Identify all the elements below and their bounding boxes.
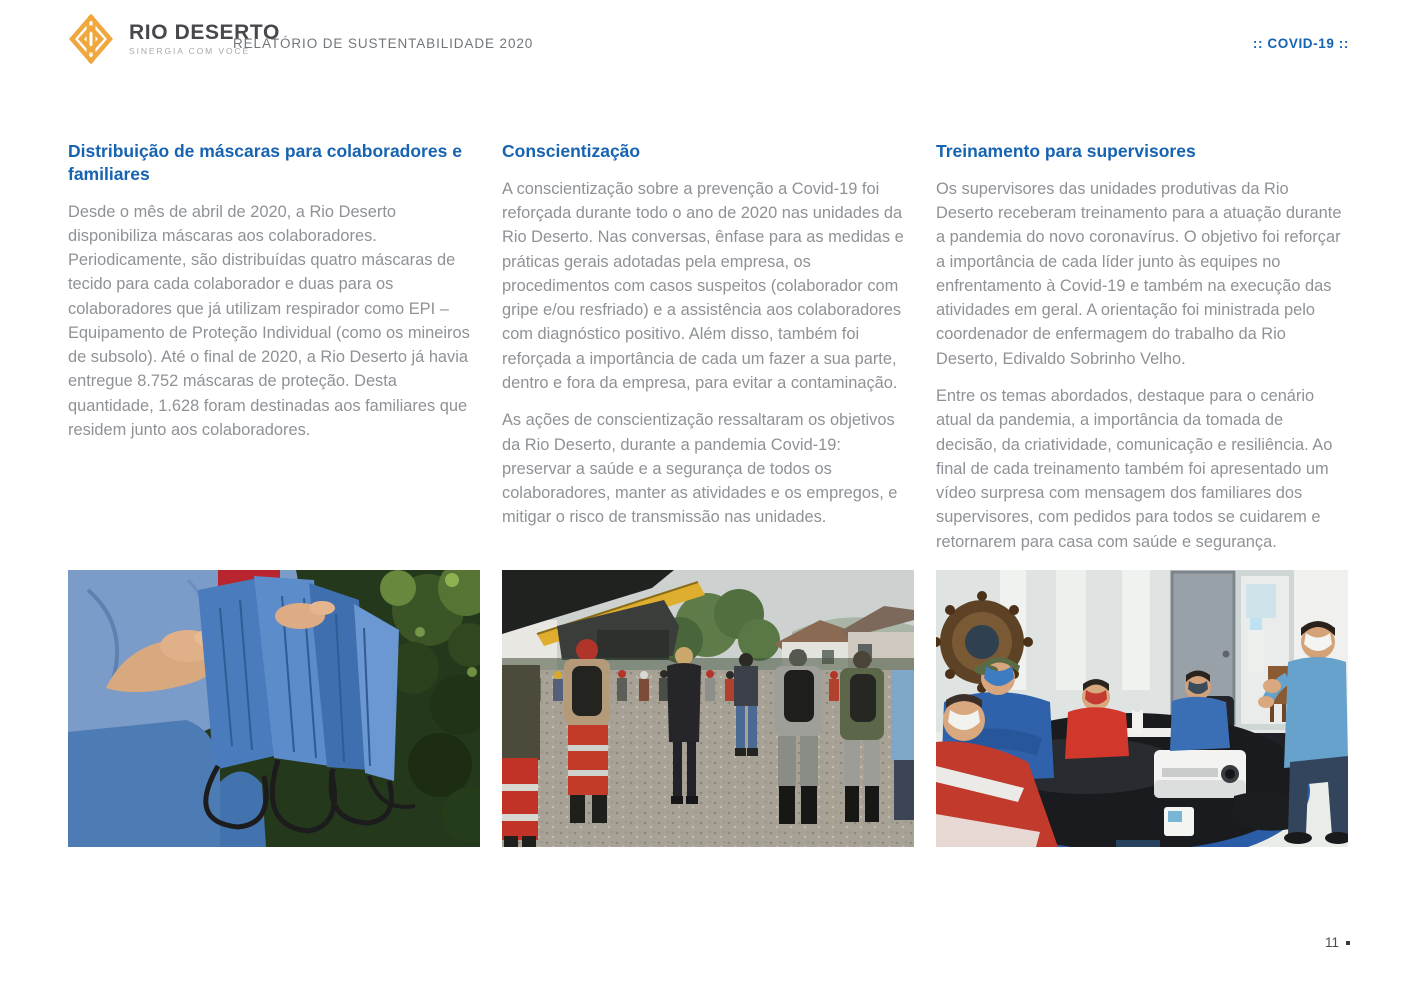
column-awareness xyxy=(502,140,914,567)
section-tag-covid19: :: COVID-19 :: xyxy=(1252,36,1349,51)
brand-name: RIO DESERTO xyxy=(129,21,280,45)
masks-photo xyxy=(68,570,480,847)
column-title: Distribuição de máscaras para colaboradores e familiares xyxy=(68,141,462,184)
column-paragraph: Desde o mês de abril de 2020, a Rio Deserto disponibiliza máscaras aos colaboradores. Periodicamente, são distribuídas quatro máscaras de tecido para cada colaborador e duas para os colaboradores que já utilizam respirador como EPI – Equipamento de Proteção Individual (como os mineiros de subsolo). Até o final de 2020, a Rio Deserto já havia entregue 8.752 máscaras de proteção. Desta quantidade, 1.628 foram destinadas aos familiares que residem junto aos colaboradores. xyxy=(68,202,470,440)
page-number: 11 xyxy=(1324,935,1339,950)
training-room-illustration xyxy=(936,570,1348,847)
foreground-worker-blue-right-edge xyxy=(892,670,914,820)
column-paragraph: As ações de conscientização ressaltaram os objetivos da Rio Deserto, durante a pandemia Covid-19: preservar a saúde e a segurança de todos os colaboradores, manter as atividades e os empregos, e mitigar o risco de transmissão nas unidades. xyxy=(502,411,898,527)
column-paragraph: Entre os temas abordados, destaque para o cenário atual da pandemia, a importância da tomada de decisão, da criatividade, comunicação e resiliência. Ao final de cada treinamento também foi apresentado um vídeo surpresa com mensagem dos familiares dos supervisores, com pedidos para todos se cuidarem e retornarem para casa com saúde e segurança. xyxy=(936,387,1333,551)
logo-diamond-icon xyxy=(64,13,118,65)
page-bullet-icon xyxy=(1346,941,1350,945)
column-paragraph: Os supervisores das unidades produtivas da Rio Deserto receberam treinamento para a atuação durante a pandemia do novo coronavírus. O objetivo foi reforçar a importância de cada líder junto às equipes no enfrentamento à Covid-19 e também na execução das atividades em geral. A orientação foi ministrada pelo coordenador de enfermagem do trabalho da Rio Deserto, Edivaldo Sobrinho Velho. xyxy=(936,179,1342,368)
page-footer xyxy=(1325,935,1350,950)
outdoor-briefing-photo xyxy=(502,570,914,847)
column-paragraph: A conscientização sobre a prevenção a Covid-19 foi reforçada durante todo o ano de 2020 nas unidades da Rio Deserto. Nas conversas, ênfase para as medidas e práticas gerais adotadas pela empresa, os procedimentos com casos suspeitos (colaborador com gripe e/ou resfriado) e a assistência aos colaboradores com diagnóstico positivo. Além disso, também foi reforçada a importância de cada um fazer a sua parte, dentro e fora da empresa, para evitar a contaminação. xyxy=(502,179,904,392)
report-title: RELATÓRIO DE SUSTENTABILIDADE 2020 xyxy=(233,36,534,51)
masks-photo-illustration xyxy=(68,570,480,847)
foreground-worker-left-edge xyxy=(502,665,540,847)
column-title: Conscientização xyxy=(502,141,641,161)
supervisors-training-photo xyxy=(936,570,1348,847)
content-columns xyxy=(68,140,1348,567)
column-supervisor-training xyxy=(936,140,1348,567)
column-title: Treinamento para supervisores xyxy=(936,141,1196,161)
column-mask-distribution xyxy=(68,140,480,567)
outdoor-briefing-illustration xyxy=(502,570,914,847)
brand-tagline: SINERGIA COM VOCÊ xyxy=(129,46,251,57)
